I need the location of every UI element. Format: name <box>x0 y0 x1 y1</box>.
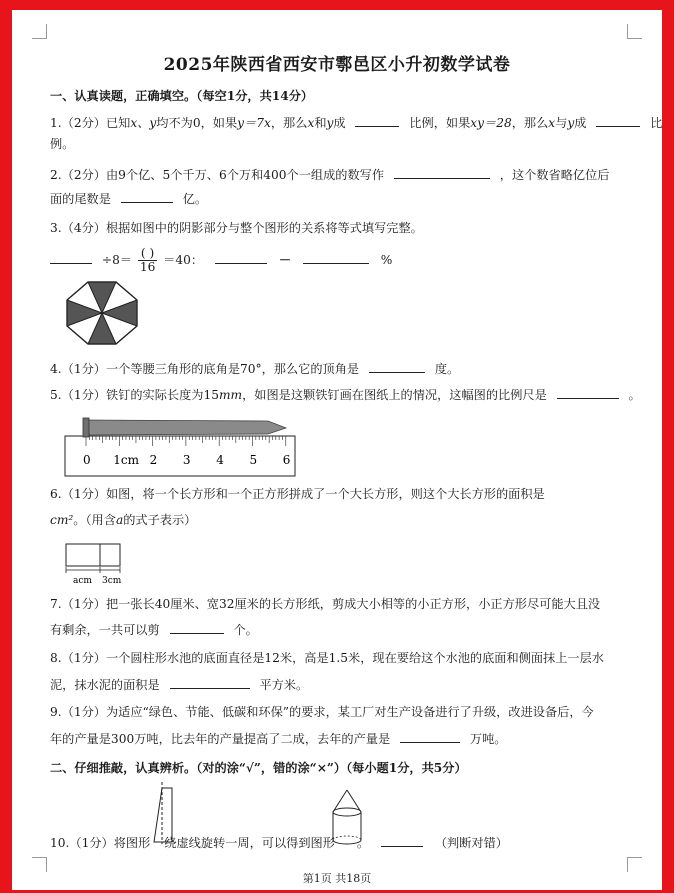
answer-blank[interactable] <box>369 360 425 373</box>
crop-mark <box>627 24 642 39</box>
exam-page <box>12 10 662 890</box>
answer-blank[interactable] <box>303 251 369 264</box>
answer-blank[interactable] <box>121 190 173 203</box>
answer-blank[interactable] <box>381 834 423 847</box>
octagon-figure <box>64 280 140 346</box>
nail <box>86 420 286 435</box>
answer-blank[interactable] <box>557 386 619 399</box>
answer-blank[interactable] <box>400 730 460 743</box>
section-1-heading: 一、认真读题，正确填空。（每空1分，共14分） <box>50 89 314 103</box>
ruler-label: 4 <box>216 453 224 467</box>
ruler-label: 3 <box>182 453 191 467</box>
answer-blank[interactable] <box>50 251 92 264</box>
question-3: 3.（4分）根据如图中的阴影部分与整个图形的关系将等式填写完整。 <box>50 221 423 235</box>
answer-blank[interactable] <box>394 166 490 179</box>
answer-blank[interactable] <box>355 114 399 127</box>
question-4: 4.（1分）一个等腰三角形的底角是70°，那么它的顶角是 度。 <box>50 362 460 376</box>
question-6-line2: cm²。（用含a的式子表示） <box>50 513 197 527</box>
ruler-label: 6 <box>282 453 291 467</box>
answer-blank[interactable] <box>215 251 267 264</box>
question-3-equation: ÷8＝ $\frac{( )}{16}$ ＝40： － % <box>50 246 392 274</box>
question-8-line2: 泥，抹水泥的面积是 平方米。 <box>50 678 309 692</box>
exam-title: 2025年陕西省西安市鄠邑区小升初数学试卷 <box>163 55 511 75</box>
question-7: 7.（1分）把一张长40厘米、宽32厘米的长方形纸，剪成大小相等的小正方形，小正方形尽可能大且没 <box>50 597 601 611</box>
ruler-label: 0 <box>83 453 91 467</box>
ruler-label: 1cm <box>113 453 140 467</box>
answer-blank[interactable] <box>170 676 250 689</box>
section-2-heading: 二、仔细推敲，认真辨析。（对的涂“√”，错的涂“×”）（每小题1分，共5分） <box>50 761 467 775</box>
label-a: acm <box>73 576 92 584</box>
question-1-line2: 例。 <box>50 137 75 151</box>
page-footer: 第1页 共18页 <box>302 872 372 885</box>
fraction: $\frac{( )}{16}$ <box>139 246 156 274</box>
question-9: 9.（1分）为适应“绿色、节能、低碳和环保”的要求，某工厂对生产设备进行了升级，改进设备后，今 <box>50 705 594 719</box>
question-2-line2: 面的尾数是 亿。 <box>50 192 208 206</box>
question-6: 6.（1分）如图，将一个长方形和一个正方形拼成了一个大长方形，则这个大长方形的面积是 <box>50 487 545 501</box>
question-2: 2.（2分）由9个亿、5个千万、6个万和400个一组成的数写作 ，这个数省略亿位后 <box>50 168 610 182</box>
question-5: 5.（1分）铁钉的实际长度为15mm，如图是这颗铁钉画在图纸上的情况，这幅图的比例尺是 。 <box>50 388 641 402</box>
nail-ruler-figure <box>64 412 304 478</box>
answer-blank[interactable] <box>170 621 224 634</box>
question-7-line2: 有剩余，一共可以剪 个。 <box>50 623 258 637</box>
question-10: 10.（1分）将图形 绕虚线旋转一周，可以得到图形 。 （判断对错） <box>50 836 508 850</box>
answer-blank[interactable] <box>596 114 640 127</box>
label-3: 3cm <box>102 576 122 584</box>
ruler-label: 5 <box>249 453 258 467</box>
ruler <box>65 436 295 476</box>
rectangle-figure <box>64 540 134 584</box>
ruler-label: 2 <box>149 453 158 467</box>
question-8: 8.（1分）一个圆柱形水池的底面直径是12米，高是1.5米，现在要给这个水池的底面和侧面抹上一层水 <box>50 651 604 665</box>
question-9-line2: 年的产量是300万吨，比去年的产量提高了二成，去年的产量是 万吨。 <box>50 732 507 746</box>
nail-head <box>83 418 89 437</box>
crop-mark <box>32 24 47 39</box>
question-1: 1.（2分）已知x、y均不为0，如果y＝7x，那么x和y成 比例，如果xy＝28，那么x与y成 比 <box>50 116 662 130</box>
